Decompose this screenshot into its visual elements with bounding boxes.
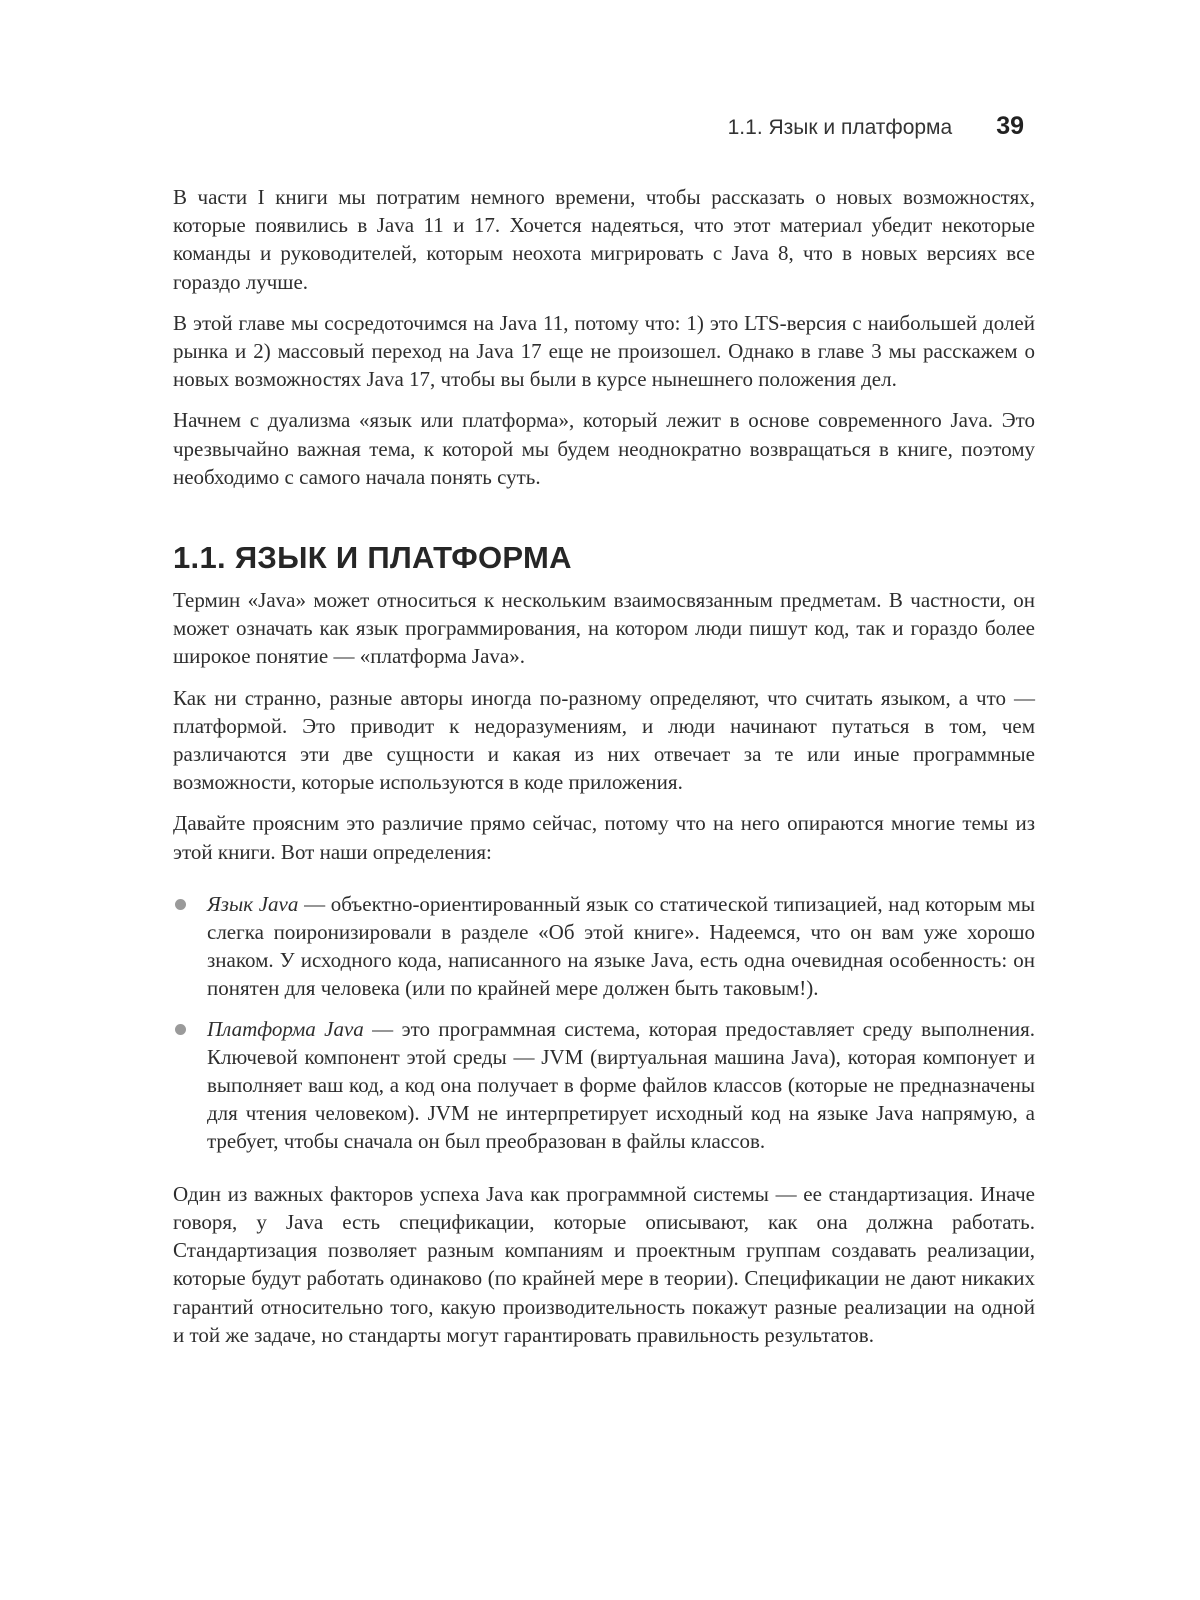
page-number: 39 [996,112,1024,140]
intro-paragraph-2: В этой главе мы сосредоточимся на Java 11, потому что: 1) это LTS-версия с наибольшей долей рынка и 2) массовый переход на Java 17 еще не произошел. Однако в главе 3 мы расскажем о новых возможностях Java 17, чтобы вы были в курсе нынешнего положения дел. [173,310,1035,392]
definition-item-language [173,890,1035,1003]
closing-paragraph: Один из важных факторов успеха Java как программной системы — ее стандартизация. Иначе говоря, у Java есть спецификации, которые описывают, как она должна работать. Стандартизация позволяет разным компаниям и проектным группам создавать реализации, которые будут работать одинаково (по крайней мере в теории). Спецификации не дают никаких гарантий относительно того, какую производительность покажут разные реализации на одной и той же задаче, но стандарты могут гарантировать правильность результатов. [173,1181,1035,1347]
definition-item-platform [173,1015,1035,1156]
section-paragraph-1: Термин «Java» может относиться к нескольким взаимосвязанным предметам. В частности, он может означать как язык программирования, на котором люди пишут код, так и гораздо более широкое понятие — «платформа Java». [173,588,1035,669]
section-heading: 1.1. ЯЗЫК И ПЛАТФОРМА [173,540,572,576]
intro-paragraph-1: В части I книги мы потратим немного времени, чтобы рассказать о новых возможностях, которые появились в Java 11 и 17. Хочется надеяться, что этот материал убедит некоторые команды и руководителей, которым неохота мигрировать с Java 8, что в новых версиях все гораздо лучше. [173,185,1035,294]
intro-paragraph-3: Начнем с дуализма «язык или платформа», который лежит в основе современного Java. Это чрезвычайно важная тема, к которой мы будем неоднократно возвращаться в книге, поэтому необходимо с самого начала понять суть. [173,408,1035,489]
bullet-icon [175,899,186,910]
definition-term: Язык Java [207,891,299,916]
bullet-icon [175,1024,186,1035]
running-head [728,112,1024,141]
definition-list [173,890,1035,1156]
definition-term: Платформа Java [207,1016,364,1041]
section-paragraph-3: Давайте проясним это различие прямо сейчас, потому что на него опираются многие темы из этой книги. Вот наши определения: [173,811,1035,864]
page-body [173,183,1035,1362]
definition-text: — это программная система, которая предоставляет среду выполнения. Ключевой компонент этой среды — JVM (виртуальная машина Java), которая компонует и выполняет ваш код, а код она получает в форме файлов классов (которые не предназначены для чтения человеком). JVM не интерпретирует исходный код на языке Java напрямую, а требует, чтобы сначала он был преобразован в файлы классов. [207,1016,1035,1154]
section-paragraph-2: Как ни странно, разные авторы иногда по-разному определяют, что считать языком, а что — платформой. Это приводит к недоразумениям, и люди начинают путаться в том, чем различаются эти две сущности и какая из них отвечает за те или иные программные возможности, которые используются в коде приложения. [173,685,1035,795]
definition-text: — объектно-ориентированный язык со статической типизацией, над которым мы слегка поиронизировали в разделе «Об этой книге». Надеемся, что он вам уже хорошо знаком. У исходного кода, написанного на языке Java, есть одна очевидная особенность: он понятен для человека (или по крайней мере должен быть таковым!). [207,891,1035,1001]
running-title: 1.1. Язык и платформа [727,116,953,139]
